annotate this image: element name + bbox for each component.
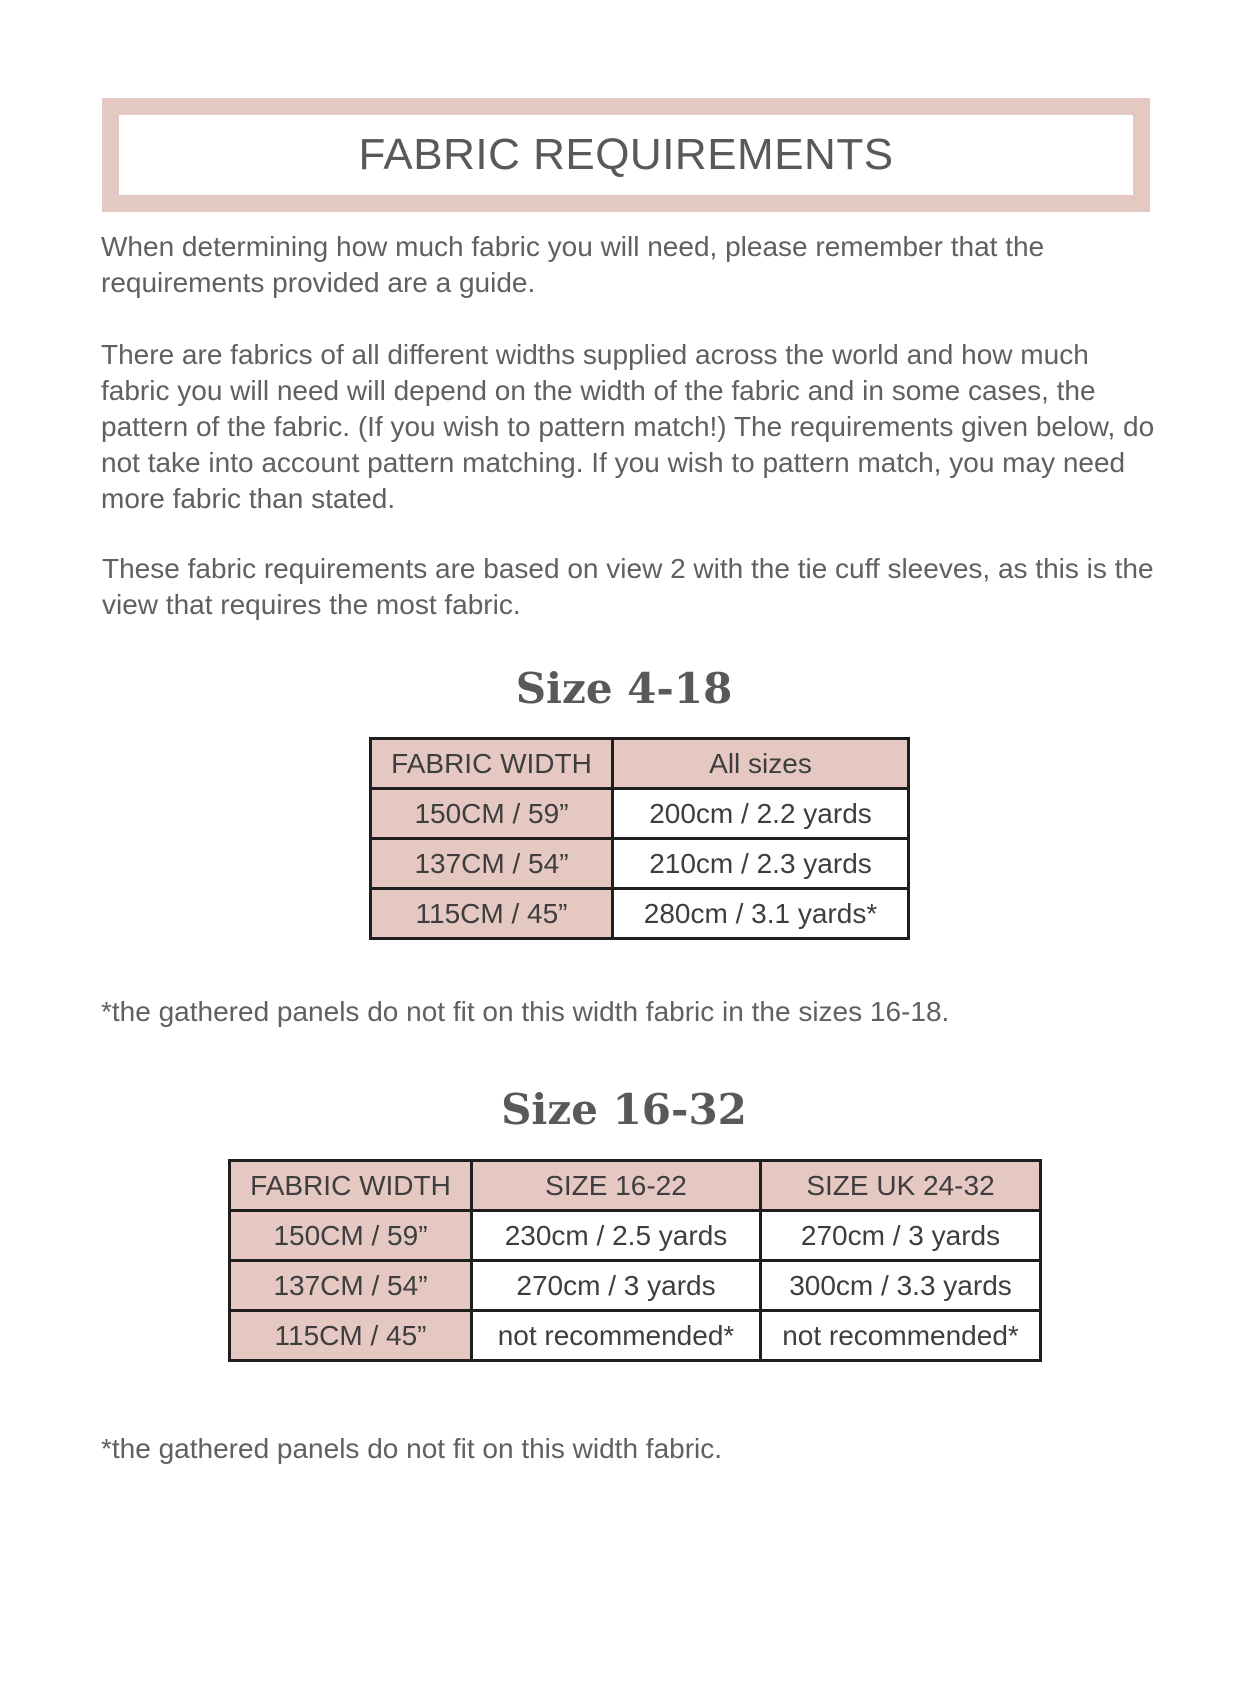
table-row <box>371 789 909 839</box>
header-cell-fabric-width: FABRIC WIDTH <box>230 1161 472 1211</box>
footnote-size-4-18: *the gathered panels do not fit on this width fabric in the sizes 16-18. <box>101 996 950 1027</box>
value-cell: 210cm / 2.3 yards <box>613 839 909 889</box>
table-row <box>230 1211 1041 1261</box>
width-cell: 150CM / 59” <box>230 1211 472 1261</box>
width-cell: 137CM / 54” <box>230 1261 472 1311</box>
header-cell-fabric-width: FABRIC WIDTH <box>371 739 613 789</box>
fabric-table-size-16-32 <box>228 1159 1042 1362</box>
intro-paragraph-2: There are fabrics of all different widths supplied across the world and how much fabric you will need will depend on the width of the fabric and in some cases, the pattern of the fabric. (If you wish to pattern match!) The requirements given below, do not take into account pattern matching. If you wish to pattern match, you may need more fabric than stated. <box>101 339 1155 514</box>
value-cell: not recommended* <box>761 1311 1041 1361</box>
intro-paragraph-1: When determining how much fabric you will need, please remember that the requirements provided are a guide. <box>101 231 1045 298</box>
fabric-table-size-4-18 <box>369 737 910 940</box>
header-cell-size-16-22: SIZE 16-22 <box>472 1161 761 1211</box>
value-cell: 270cm / 3 yards <box>472 1261 761 1311</box>
value-cell: 280cm / 3.1 yards* <box>613 889 909 939</box>
width-cell: 150CM / 59” <box>371 789 613 839</box>
table-row <box>371 839 909 889</box>
width-cell: 115CM / 45” <box>230 1311 472 1361</box>
section-title-size-4-18: Size 4-18 <box>515 664 733 713</box>
title-frame <box>102 98 1150 212</box>
value-cell: 270cm / 3 yards <box>761 1211 1041 1261</box>
table-header-row <box>371 739 909 789</box>
table-row <box>371 889 909 939</box>
page-title: FABRIC REQUIREMENTS <box>119 115 1133 195</box>
value-cell: 230cm / 2.5 yards <box>472 1211 761 1261</box>
width-cell: 115CM / 45” <box>371 889 613 939</box>
value-cell: not recommended* <box>472 1311 761 1361</box>
value-cell: 300cm / 3.3 yards <box>761 1261 1041 1311</box>
header-cell-all-sizes: All sizes <box>613 739 909 789</box>
width-cell: 137CM / 54” <box>371 839 613 889</box>
section-title-size-16-32: Size 16-32 <box>501 1085 747 1134</box>
intro-paragraph-3: These fabric requirements are based on view 2 with the tie cuff sleeves, as this is the view that requires the most fabric. <box>102 553 1154 620</box>
footnote-size-16-32: *the gathered panels do not fit on this width fabric. <box>101 1433 723 1464</box>
value-cell: 200cm / 2.2 yards <box>613 789 909 839</box>
header-cell-size-uk-24-32: SIZE UK 24-32 <box>761 1161 1041 1211</box>
table-row <box>230 1261 1041 1311</box>
table-header-row <box>230 1161 1041 1211</box>
table-row <box>230 1311 1041 1361</box>
